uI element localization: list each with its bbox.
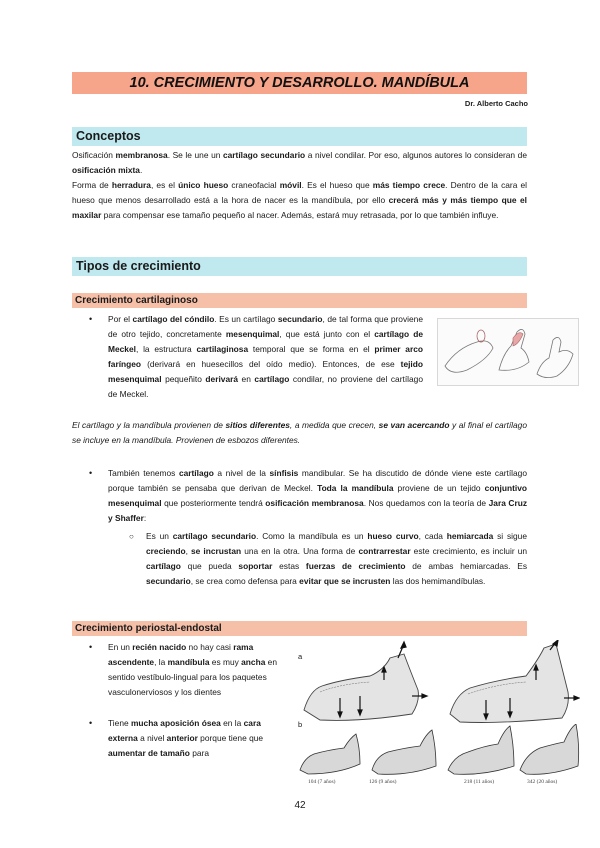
author-name: Dr. Alberto Cacho xyxy=(464,99,528,108)
sub-bullet-marker: ○ xyxy=(129,532,134,541)
section-heading-tipos: Tipos de crecimiento xyxy=(72,257,527,276)
figure-caption: 104 (7 años) xyxy=(308,779,336,785)
paragraph-forma: Forma de herradura, es el único hueso craneofacial móvil. Es el hueso que más tiempo crece. Dentro de la cara el hueso que menos desarrollado está a la hora de nacer es la mandíbula, por ello crecerá más y más tiempo que el maxilar para compensar ese tamaño pequeño al nacer. Además, estará muy retrasada, por lo que también influye. xyxy=(72,180,528,220)
bullet-marker: • xyxy=(89,314,93,324)
subsection-heading-cartilaginoso: Crecimiento cartilaginoso xyxy=(72,293,527,308)
mandible-growth-diagram-a xyxy=(300,640,580,724)
bullet-sinfisis: También tenemos cartílago a nivel de la sínfisis mandibular. Se ha discutido de dónde viene este cartílago porque también se pensaba que derivan de Meckel. Toda la mandíbula proviene de un tejido conjuntivo mesenquimal que posteriormente tendrá osificación membranosa. Nos quedamos con la teoría de Jara Cruz y Shaffer: xyxy=(108,468,528,523)
page-number: 42 xyxy=(294,800,306,811)
section-heading-conceptos: Conceptos xyxy=(72,127,527,146)
bullet-marker: • xyxy=(89,718,93,728)
sub-bullet-cartilago-secundario: Es un cartílago secundario. Como la mandíbula es un hueso curvo, cada hemiarcada si sigue creciendo, se incrustan una en la otra. Una forma de contrarrestar este crecimiento, es incluir un cartílago que pueda soportar estas fuerzas de crecimiento de ambas hemiarcadas. Es secundario, se crea como defensa para evitar que se incrusten las dos hemimandíbulas. xyxy=(146,531,528,586)
figure-label-b: b xyxy=(298,720,303,729)
condyle-cartilage-sketch xyxy=(437,318,579,386)
bullet-aposicion: Tiene mucha aposición ósea en la cara externa a nivel anterior porque tiene que aumentar de tamaño para xyxy=(108,718,264,758)
bullet-marker: • xyxy=(89,468,93,478)
bullet-condilo: Por el cartílago del cóndilo. Es un cartílago secundario, de tal forma que proviene de otro tejido, concretamente mesenquimal, que está junto con el cartílago de Meckel, la estructura cartilaginosa temporal que se forma en el primer arco faríngeo (derivará en huesecillos del oído medio). Entonces, de ese tejido mesenquimal pequeñito derivará en cartílago condilar, no proviene del cartílago de Meckel. xyxy=(108,314,423,399)
figure-caption: 342 (20 años) xyxy=(527,779,558,785)
subsection-heading-periostal: Crecimiento periostal-endostal xyxy=(72,621,527,636)
figure-caption: 218 (11 años) xyxy=(464,779,495,785)
paragraph-italic-note: El cartílago y la mandíbula provienen de sitios diferentes, a medida que crecen, se van acercando y al final el cartílago se incluye en la mandíbula. Provienen de esbozos diferentes. xyxy=(72,420,527,445)
figure-caption: 126 (9 años) xyxy=(369,779,397,785)
figure-label-a: a xyxy=(298,652,303,661)
paragraph-osificacion: Osificación membranosa. Se le une un cartílago secundario a nivel condilar. Por eso, algunos autores lo consideran de osificación mixta. xyxy=(72,150,527,175)
page-title: 10. CRECIMIENTO Y DESARROLLO. MANDÍBULA xyxy=(72,72,527,94)
bullet-recien-nacido: En un recién nacido no hay casi rama ascendente, la mandíbula es muy ancha en sentido vestíbulo-lingual para los paquetes vasculonerviosos y los dientes xyxy=(108,642,278,697)
bullet-marker: • xyxy=(89,642,93,652)
mandible-growth-diagram-b xyxy=(298,724,580,776)
